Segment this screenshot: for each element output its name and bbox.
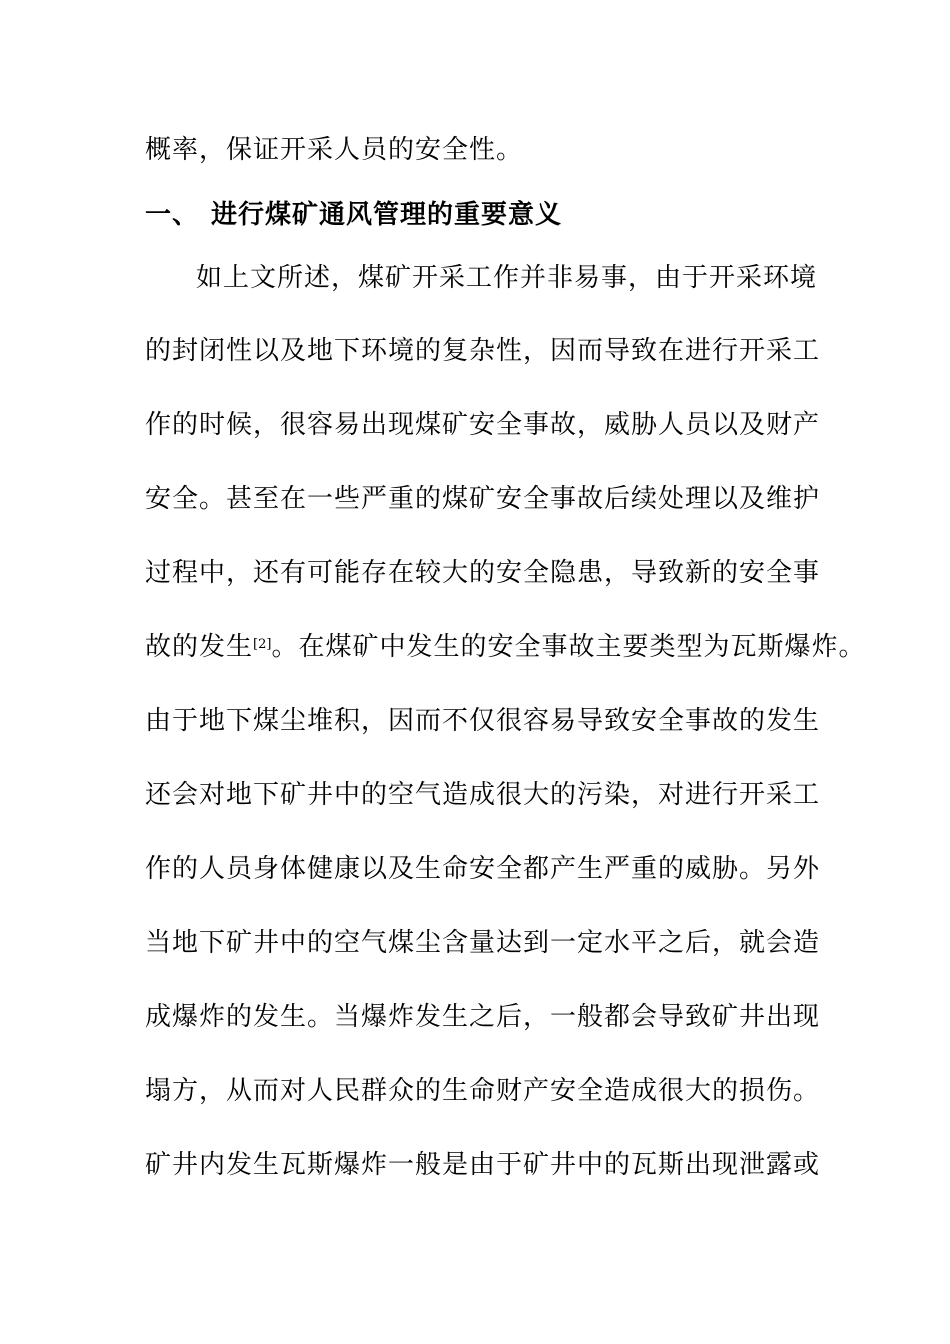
paragraph-line: 的封闭性以及地下环境的复杂性，因而导致在进行开采工: [145, 336, 821, 366]
paragraph-line: 成爆炸的发生。当爆炸发生之后，一般都会导致矿井出现: [145, 1002, 821, 1032]
paragraph-line: 当地下矿井中的空气煤尘含量达到一定水平之后，就会造: [145, 928, 821, 958]
paragraph-line: 作的时候，很容易出现煤矿安全事故，威胁人员以及财产: [145, 410, 821, 440]
paragraph-line: 塌方，从而对人民群众的生命财产安全造成很大的损伤。: [145, 1076, 821, 1106]
paragraph-text: 。在煤矿中发生的安全事故主要类型为瓦斯爆炸。: [271, 632, 866, 662]
section-title: 进行煤矿通风管理的重要意义: [211, 200, 563, 230]
paragraph-line: 由于地下煤尘堆积，因而不仅很容易导致安全事故的发生: [145, 706, 821, 736]
section-heading: [145, 200, 562, 230]
paragraph-line: 还会对地下矿井中的空气造成很大的污染，对进行开采工: [145, 780, 821, 810]
intro-tail-line: 概率，保证开采人员的安全性。: [145, 135, 524, 165]
paragraph-line: 如上文所述，煤矿开采工作并非易事，由于开采环境: [196, 263, 818, 293]
paragraph-text: 故的发生: [145, 632, 254, 662]
citation-mark: [2]: [253, 637, 272, 652]
paragraph-line: [145, 632, 865, 662]
paragraph-line: 安全。甚至在一些严重的煤矿安全事故后续处理以及维护: [145, 484, 821, 514]
paragraph-line: 作的人员身体健康以及生命安全都产生严重的威胁。另外: [145, 854, 821, 884]
paragraph-line: 矿井内发生瓦斯爆炸一般是由于矿井中的瓦斯出现泄露或: [145, 1150, 821, 1180]
paragraph-line: 过程中，还有可能存在较大的安全隐患，导致新的安全事: [145, 558, 821, 588]
section-number: 一、: [145, 200, 200, 230]
